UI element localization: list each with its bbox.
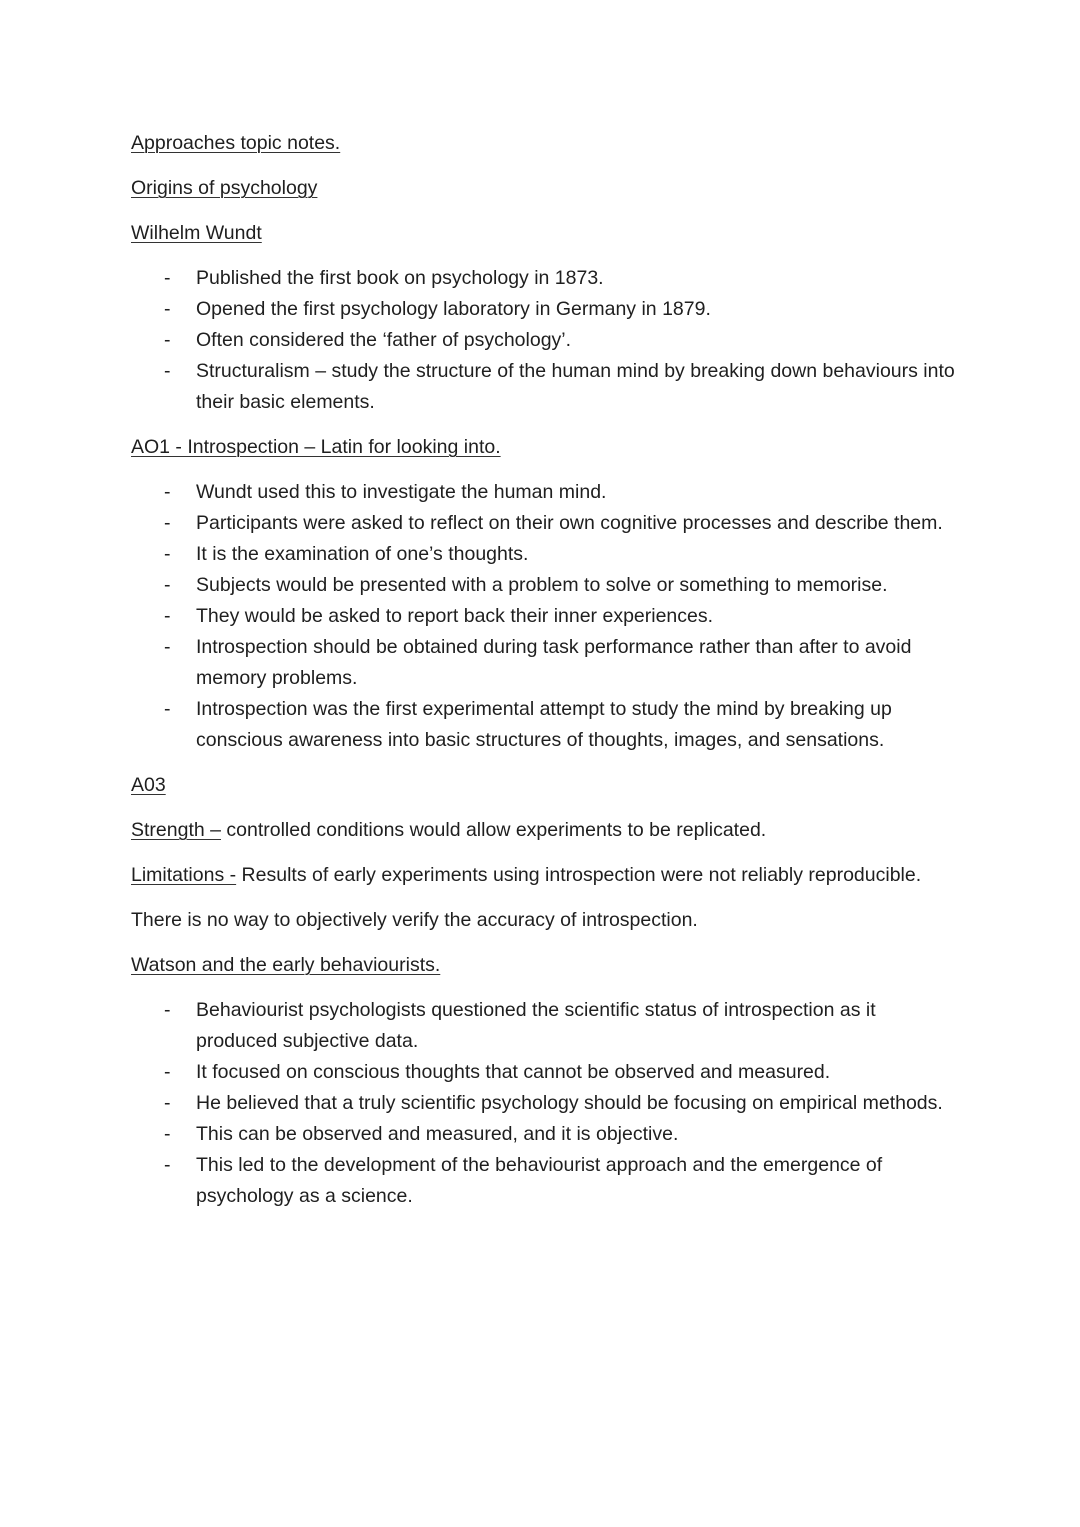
list-item: - Introspection was the first experimental attempt to study the mind by breaking up conscious awareness into basic structures of thoughts, images, and sensations.	[196, 694, 961, 756]
watson-bullet-list	[131, 995, 961, 1212]
limitations-label: Limitations -	[131, 864, 237, 886]
strength-label: Strength –	[131, 819, 221, 841]
list-item: - Subjects would be presented with a problem to solve or something to memorise.	[196, 570, 961, 601]
list-item: - Often considered the ‘father of psychology’.	[196, 325, 961, 356]
list-item: - This led to the development of the behaviourist approach and the emergence of psychology as a science.	[196, 1150, 961, 1212]
list-item: - He believed that a truly scientific psychology should be focusing on empirical methods.	[196, 1088, 961, 1119]
notes-page	[131, 128, 961, 1226]
wundt-heading: Wilhelm Wundt	[131, 222, 262, 244]
list-item: - Behaviourist psychologists questioned the scientific status of introspection as it produced subjective data.	[196, 995, 961, 1057]
list-item: - This can be observed and measured, and it is objective.	[196, 1119, 961, 1150]
list-item: - Wundt used this to investigate the human mind.	[196, 477, 961, 508]
strength-paragraph	[131, 815, 961, 846]
list-item: - Opened the first psychology laboratory in Germany in 1879.	[196, 294, 961, 325]
verification-paragraph: There is no way to objectively verify the accuracy of introspection.	[131, 909, 698, 931]
list-item: - Introspection should be obtained during task performance rather than after to avoid memory problems.	[196, 632, 961, 694]
limitations-paragraph	[131, 860, 961, 891]
wundt-bullet-list	[131, 263, 961, 418]
origins-heading: Origins of psychology	[131, 177, 318, 199]
list-item: - Published the first book on psychology in 1873.	[196, 263, 961, 294]
list-item: - They would be asked to report back their inner experiences.	[196, 601, 961, 632]
watson-heading: Watson and the early behaviourists.	[131, 954, 441, 976]
document-title: Approaches topic notes.	[131, 132, 341, 154]
ao3-heading: A03	[131, 774, 166, 796]
ao1-bullet-list	[131, 477, 961, 756]
list-item: - Participants were asked to reflect on their own cognitive processes and describe them.	[196, 508, 961, 539]
limitations-text: Results of early experiments using introspection were not reliably reproducible.	[236, 864, 922, 886]
ao1-heading: AO1 - Introspection – Latin for looking into.	[131, 436, 501, 458]
list-item: - It focused on conscious thoughts that cannot be observed and measured.	[196, 1057, 961, 1088]
list-item: - It is the examination of one’s thoughts.	[196, 539, 961, 570]
list-item: - Structuralism – study the structure of the human mind by breaking down behaviours into their basic elements.	[196, 356, 961, 418]
strength-text: controlled conditions would allow experiments to be replicated.	[220, 819, 767, 841]
